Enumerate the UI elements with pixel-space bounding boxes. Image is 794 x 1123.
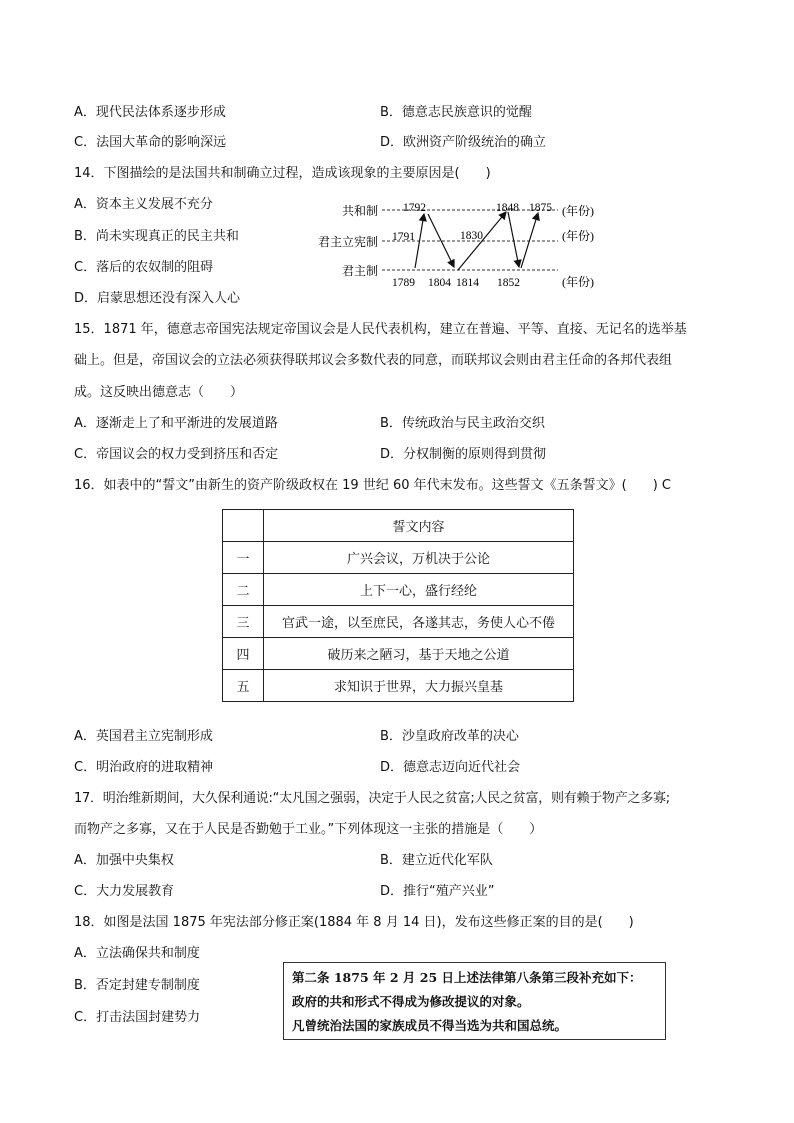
q16-option-a: A．英国君主立宪制形成 bbox=[74, 729, 213, 744]
year-label-1848: 1848 bbox=[496, 202, 519, 214]
year-label-1814: 1814 bbox=[456, 277, 479, 289]
q14-stem: 14．下图描绘的是法国共和制确立过程，造成该现象的主要原因是( ) bbox=[74, 166, 491, 181]
table-row-text: 官武一途，以至庶民，各遂其志，务使人心不倦 bbox=[264, 606, 574, 638]
table-row-number: 三 bbox=[223, 606, 264, 638]
table-row-number: 二 bbox=[223, 574, 264, 606]
q13-option-b: B．德意志民族意识的觉醒 bbox=[380, 105, 532, 120]
year-label-1789: 1789 bbox=[392, 277, 415, 289]
year-label-1804: 1804 bbox=[428, 277, 451, 289]
year-label-1875: 1875 bbox=[529, 202, 552, 214]
q17-option-c: C．大力发展教育 bbox=[74, 884, 175, 899]
unit-label-republic: (年份) bbox=[562, 204, 594, 218]
q15-option-a: A．逐渐走上了和平渐进的发展道路 bbox=[74, 416, 278, 431]
arrow-1792-1804 bbox=[428, 214, 454, 267]
q14-option-a: A．资本主义发展不充分 bbox=[74, 197, 213, 212]
oath-table bbox=[222, 509, 574, 702]
table-row-number: 五 bbox=[223, 670, 264, 702]
year-label-1791: 1791 bbox=[392, 231, 415, 243]
q13-option-d: D．欧洲资产阶级统治的确立 bbox=[380, 135, 547, 150]
table-row-text: 广兴会议，万机决于公论 bbox=[264, 542, 574, 574]
q16-option-c: C．明治政府的进取精神 bbox=[74, 760, 214, 775]
table-row bbox=[223, 638, 574, 670]
row-label-republic: 共和制 bbox=[341, 204, 378, 218]
q15-option-b: B．传统政治与民主政治交织 bbox=[380, 416, 545, 431]
table-header-empty-cell bbox=[223, 510, 264, 542]
q17-option-a: A．加强中央集权 bbox=[74, 853, 174, 868]
row-label-constitutional-monarchy: 君主立宪制 bbox=[317, 235, 378, 249]
q18-stem: 18．如图是法国 1875 年宪法部分修正案(1884 年 8 月 14 日)，发布这些修正案的目的是( ) bbox=[74, 915, 634, 930]
table-row-number: 一 bbox=[223, 542, 264, 574]
q15-stem-line-2: 础上。但是，帝国议会的立法必须获得联邦议会多数代表的同意，而联邦议会则由君主任命的各邦代表组 bbox=[74, 353, 673, 368]
amendment-line: 政府的共和形式不得成为修改提议的对象。 bbox=[292, 994, 530, 1009]
q17-stem-line-2: 而物产之多寡，又在于人民是否勤勉于工业。”下列体现这一主张的措施是（ ） bbox=[74, 822, 543, 837]
row-label-monarchy: 君主制 bbox=[341, 264, 378, 278]
constitution-amendment-box bbox=[283, 962, 666, 1040]
table-row bbox=[223, 606, 574, 638]
q18-option-c: C．打击法国封建势力 bbox=[74, 1010, 201, 1025]
table-row bbox=[223, 542, 574, 574]
q18-option-b: B．否定封建专制制度 bbox=[74, 978, 200, 993]
q15-option-c: C．帝国议会的权力受到挤压和否定 bbox=[74, 447, 279, 462]
q14-option-d: D．启蒙思想还没有深入人心 bbox=[74, 291, 241, 306]
q13-option-c: C．法国大革命的影响深远 bbox=[74, 135, 227, 150]
q17-option-d: D．推行“殖产兴业” bbox=[380, 884, 495, 899]
q13-option-a: A．现代民法体系逐步形成 bbox=[74, 105, 226, 120]
year-label-1830: 1830 bbox=[460, 230, 483, 242]
q16-stem: 16．如表中的“誓文”由新生的资产阶级政权在 19 世纪 60 年代末发布。这些誓文《五条誓文》( ) C bbox=[74, 478, 671, 493]
q14-option-b: B．尚未实现真正的民主共和 bbox=[74, 229, 239, 244]
year-label-1852: 1852 bbox=[497, 277, 520, 289]
unit-label-monarchy: (年份) bbox=[562, 275, 594, 289]
unit-label-constitutional-monarchy: (年份) bbox=[562, 229, 594, 243]
q14-option-c: C．落后的农奴制的阻碍 bbox=[74, 260, 214, 275]
table-row-number: 四 bbox=[223, 638, 264, 670]
france-regime-timeline-chart bbox=[310, 196, 610, 296]
year-label-1792: 1792 bbox=[403, 202, 426, 214]
q17-stem-line-1: 17．明治维新期间，大久保利通说:“太凡国之强弱，决定于人民之贫富;人民之贫富，则有赖于物产之多寡; bbox=[74, 791, 670, 806]
arrow-1848-1852 bbox=[508, 212, 519, 267]
q15-stem-line-3: 成。这反映出德意志（ ） bbox=[74, 385, 244, 400]
q17-option-b: B．建立近代化军队 bbox=[380, 853, 493, 868]
table-header-row bbox=[223, 510, 574, 542]
table-row bbox=[223, 670, 574, 702]
table-row-text: 上下一心，盛行经纶 bbox=[264, 574, 574, 606]
table-header-cell: 誓文内容 bbox=[264, 510, 574, 542]
q15-stem-line-1: 15．1871 年，德意志帝国宪法规定帝国议会是人民代表机构，建立在普遍、平等、直接、无记名的选举基 bbox=[74, 322, 687, 337]
table-row-text: 求知识于世界，大力振兴皇基 bbox=[264, 670, 574, 702]
table-row bbox=[223, 574, 574, 606]
table-row-text: 破历来之陋习，基于天地之公道 bbox=[264, 638, 574, 670]
amendment-line: 凡曾统治法国的家族成员不得当选为共和国总统。 bbox=[292, 1018, 568, 1033]
amendment-line: 第二条 1875 年 2 月 25 日上述法律第八条第三段补充如下： bbox=[292, 970, 642, 985]
q16-option-d: D．德意志迈向近代社会 bbox=[380, 760, 521, 775]
q18-option-a: A．立法确保共和制度 bbox=[74, 946, 200, 961]
q15-option-d: D．分权制衡的原则得到贯彻 bbox=[380, 447, 547, 462]
q16-option-b: B．沙皇政府改革的决心 bbox=[380, 729, 519, 744]
